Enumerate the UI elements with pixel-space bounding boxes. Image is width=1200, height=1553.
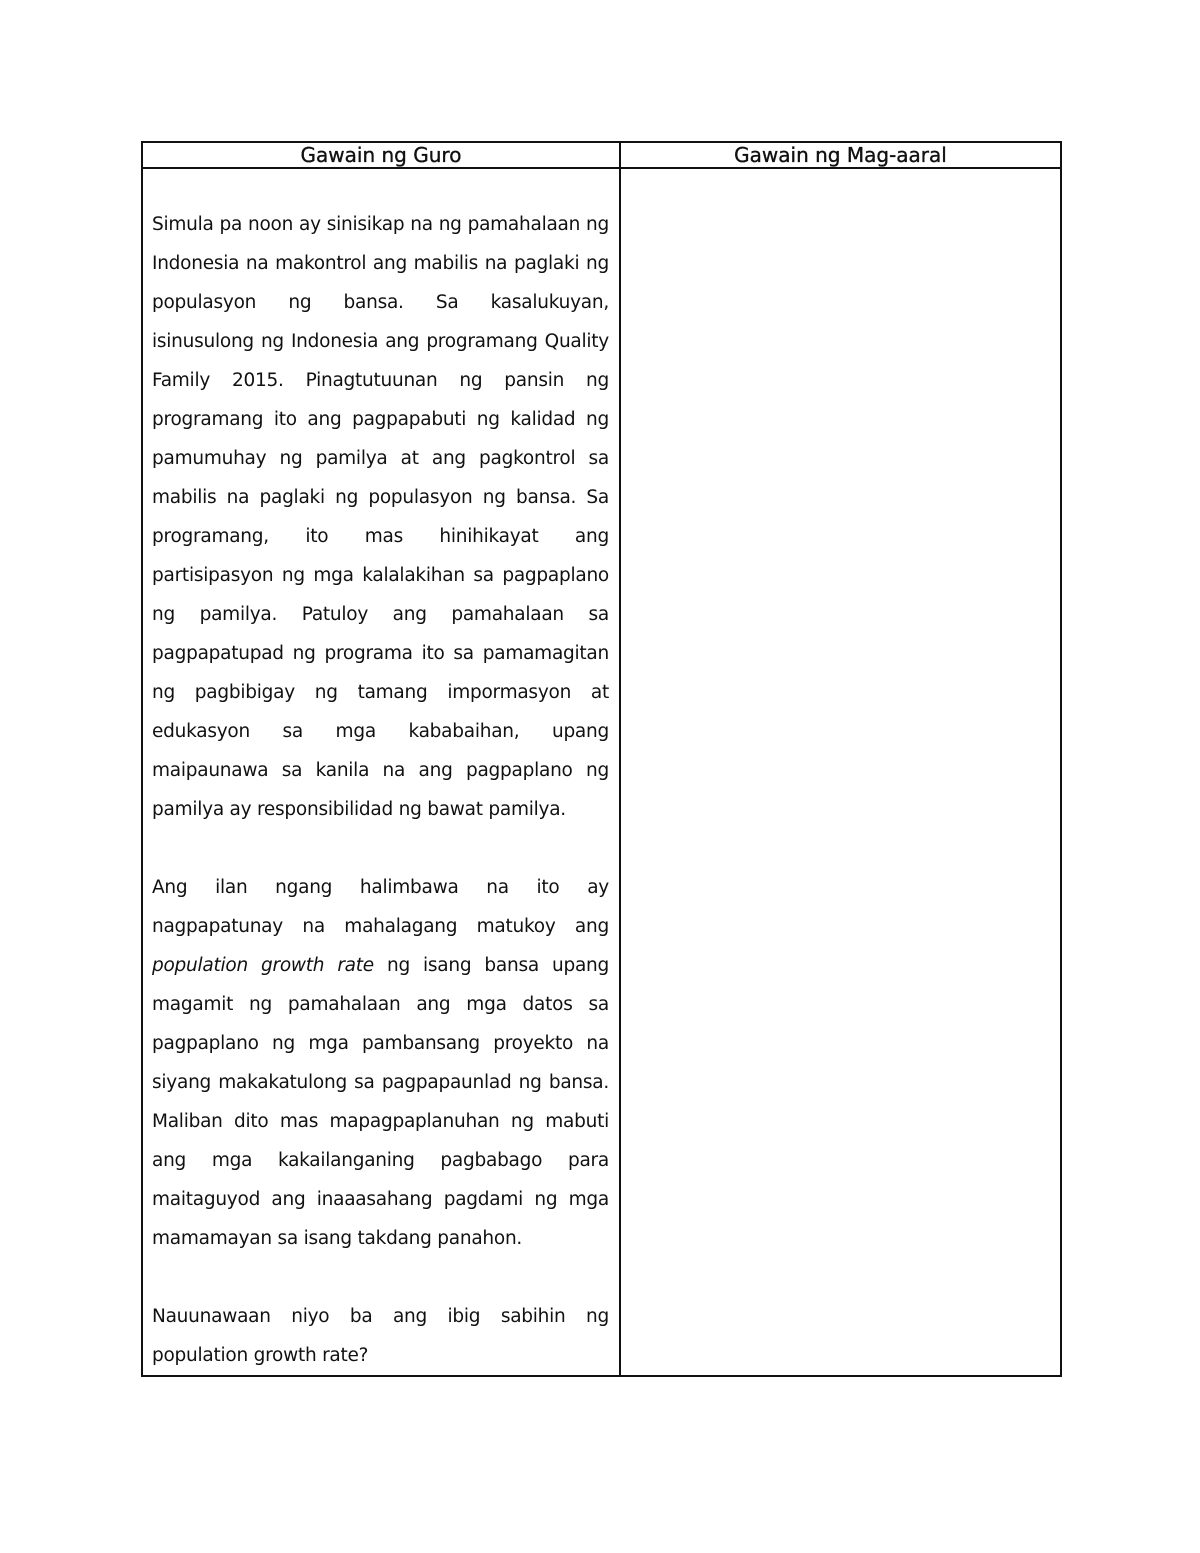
table-header-row — [142, 142, 1061, 168]
student-activity-cell — [620, 168, 1061, 1376]
paragraph-2-rest: ng isang bansa upang magamit ng pamahalaan ang mga datos sa pagpaplano ng mga pambansang proyekto na siyang makakatulong sa pagpapaunlad ng bansa. Maliban dito mas mapagpaplanuhan ng mabuti ang mga kakailanganing pagbabago para maitaguyod ang inaaasahang pagdami ng mga mamamayan sa isang takdang panahon. — [152, 955, 609, 1249]
teacher-activity-cell — [142, 168, 620, 1376]
student-column-header: Gawain ng Mag-aaral — [620, 142, 1061, 168]
teacher-question: Nauunawaan niyo ba ang ibig sabihin ng population growth rate? — [152, 1306, 609, 1366]
teacher-paragraph-2 — [152, 868, 609, 1258]
table-body-row — [142, 168, 1061, 1376]
lesson-table — [141, 141, 1062, 1377]
teacher-paragraph-1: Simula pa noon ay sinisikap na ng pamahalaan ng Indonesia na makontrol ang mabilis na paglaki ng populasyon ng bansa. Sa kasalukuyan, isinusulong ng Indonesia ang programang Quality Family 2015. Pinagtutuunan ng pansin ng programang ito ang pagpapabuti ng kalidad ng pamumuhay ng pamilya at ang pagkontrol sa mabilis na paglaki ng populasyon ng bansa. Sa programang, ito mas hinihikayat ang partisipasyon ng mga kalalakihan sa pagpaplano ng pamilya. Patuloy ang pamahalaan sa pagpapatupad ng programa ito sa pamamagitan ng pagbibigay ng tamang impormasyon at edukasyon sa mga kababaihan, upang maipaunawa sa kanila na ang pagpaplano ng pamilya ay responsibilidad ng bawat pamilya. — [152, 214, 609, 820]
italic-term: population growth rate — [152, 955, 374, 976]
paragraph-2-lead: Ang ilan ngang halimbawa na ito ay nagpapatunay na mahalagang matukoy ang — [152, 877, 609, 937]
teacher-column-header: Gawain ng Guro — [142, 142, 620, 168]
